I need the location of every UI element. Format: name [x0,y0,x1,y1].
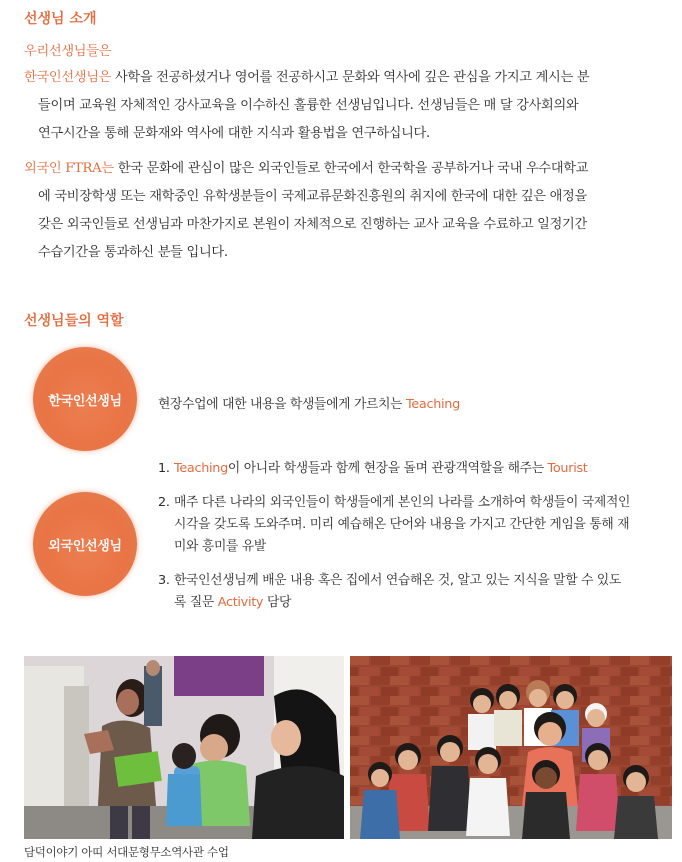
korean-teacher-label: 한국인선생님은 [24,70,112,85]
foreign-teacher-line-2: 에 국비장학생 또는 재학중인 유학생분들이 국제교류문화진흥원의 취지에 한국에 대한 깊은 애정을 [38,189,587,204]
korean-teacher-line-2: 들이며 교육원 자체적인 강사교육을 이수하신 훌륭한 선생님입니다. 선생님들은 매 달 강사회의와 [38,98,579,113]
list-item-line [174,592,674,614]
museum-class-photo [24,656,344,839]
korean-teacher-circle [33,347,137,451]
foreign-teacher-text-1: 한국 문화에 관심이 많은 외국인들로 한국에서 한국학을 공부하거나 국내 우수대학교 [113,161,589,176]
foreign-teacher-line-4: 수습기간을 통과하신 분들 입니다. [38,245,228,260]
list-item-line [174,458,674,480]
group-photo-art [350,656,672,839]
list-item-number: 2. [158,495,170,510]
group-photo [350,656,672,839]
foreign-teacher-circle-label: 외국인선생님 [48,538,122,554]
activity-highlight: Activity [217,595,264,610]
korean-role-text: 현장수업에 대한 내용을 학생들에게 가르치는 [158,397,407,412]
korean-teacher-line-1 [24,64,672,92]
teaching-highlight: Teaching [174,461,228,476]
foreign-teacher-line-1 [24,155,672,183]
korean-teacher-circle-label: 한국인선생님 [48,393,122,409]
list-item-number: 3. [158,573,170,588]
korean-teacher-text-1: 사학을 전공하셨거나 영어를 전공하시고 문화와 역사에 깊은 관심을 가지고 계시는 분 [111,70,590,85]
foreign-teacher-circle [33,492,137,596]
foreign-teacher-line-3: 갖은 외국인들로 선생님과 마찬가지로 본원이 자체적으로 진행하는 교사 교육을 수료하고 일정기간 [38,217,587,232]
list-item-line: 시각을 갖도록 도와주며. 미리 예습해온 단어와 내용을 가지고 간단한 게임을 통해 재 [174,517,630,532]
intro-section-title: 선생님 소개 [24,11,97,27]
list-item-text: 록 질문 [174,595,218,610]
museum-class-photo-art [24,656,344,839]
foreign-teacher-role-list [158,458,674,626]
list-item-line: 미와 흥미를 유발 [174,539,266,554]
list-item [158,458,674,480]
tourist-highlight: Tourist [547,461,588,476]
foreign-teacher-paragraph [24,155,672,267]
list-item-text: 담당 [263,595,292,610]
list-item-line: 매주 다른 나라의 외국인들이 학생들에게 본인의 나라를 소개하여 학생들이 국제적인 [174,495,631,510]
korean-teacher-paragraph [24,64,672,148]
korean-teacher-role [158,393,460,412]
list-item [158,570,674,614]
korean-role-highlight: Teaching [406,397,460,412]
photo-caption: 담덕이야기 아띠 서대문형무소역사관 수업 [24,845,229,859]
roles-section-title: 선생님들의 역할 [24,313,124,329]
korean-teacher-line-3: 연구시간을 통해 문화재와 역사에 대한 지식과 활용법을 연구하십니다. [38,126,430,141]
foreign-teacher-label: 외국인 FTRA는 [24,161,114,176]
list-item-line: 한국인선생님께 배운 내용 혹은 집에서 연습해온 것, 알고 있는 지식을 말할 수 있도 [174,573,622,588]
list-item-text: 이 아니라 학생들과 함께 현장을 돌며 관광객역할을 해주는 [227,461,548,476]
list-item-number: 1. [158,461,170,476]
list-item [158,492,674,558]
intro-lead: 우리선생님들은 [24,44,112,59]
